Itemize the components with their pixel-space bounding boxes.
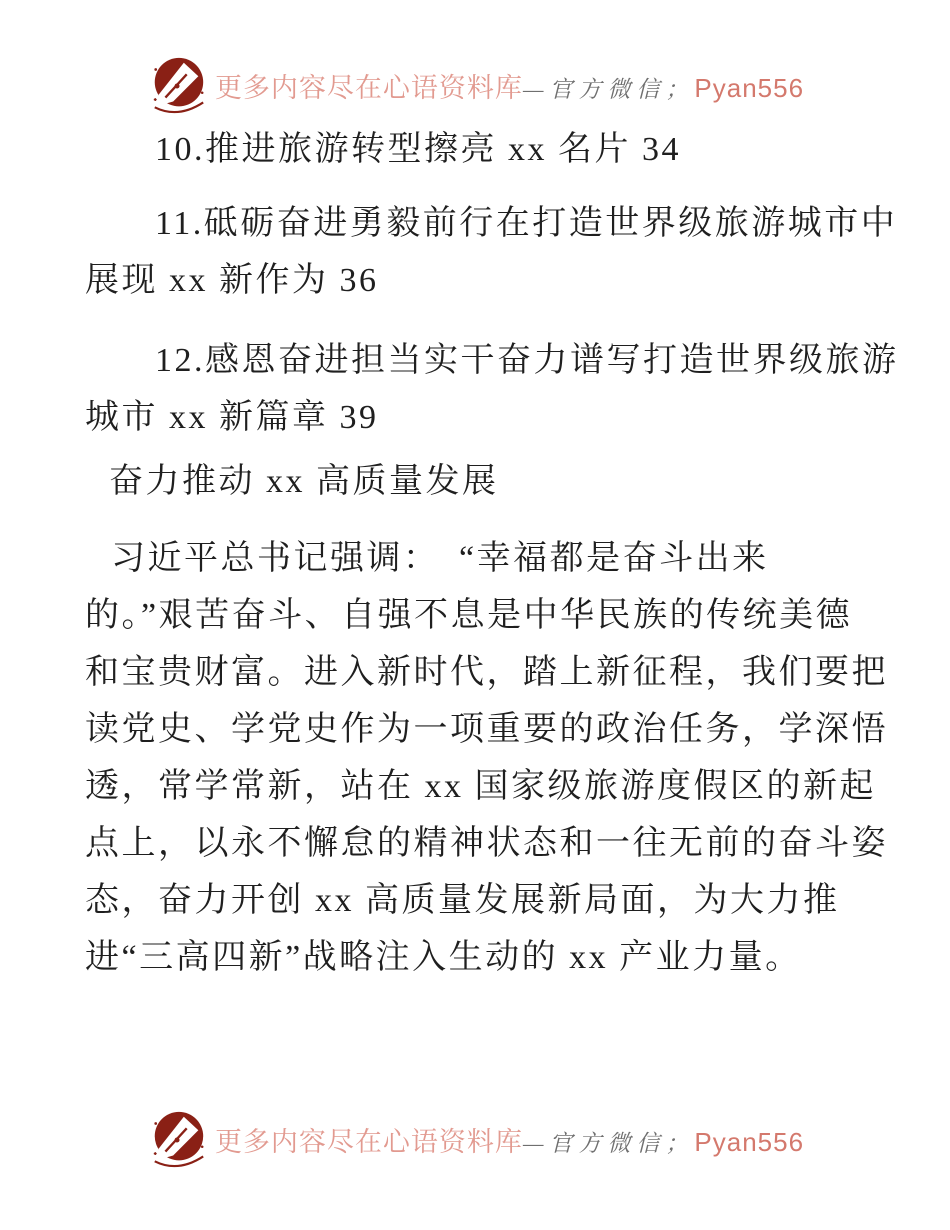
toc-item-10-line: 10.推进旅游转型擦亮 xx 名片 34 [155, 131, 681, 168]
watermark-wechat-label: 官方微信； [549, 1130, 695, 1156]
watermark-text [215, 66, 804, 105]
article-title-text: 奋力推动 xx 高质量发展 [109, 463, 499, 500]
toc-item-11 [85, 195, 900, 309]
watermark-wechat-label: 官方微信； [549, 76, 695, 102]
toc-item-12-line-1: 12.感恩奋进担当实干奋力谱写打造世界级旅游 [155, 342, 899, 379]
pen-nib-logo-icon [146, 1108, 210, 1170]
watermark-wechat-id: Pyan556 [694, 72, 805, 103]
header-watermark [0, 54, 950, 116]
paragraph-line: 的。”艰苦奋斗、自强不息是中华民族的传统美德 [85, 597, 853, 634]
article-paragraph [85, 530, 900, 986]
toc-item-10 [85, 121, 900, 178]
paragraph-line: 点上，以永不懈怠的精神状态和一往无前的奋斗姿 [85, 825, 888, 862]
paragraph-line: 态，奋力开创 xx 高质量发展新局面，为大力推 [85, 882, 840, 919]
paragraph-line: 和宝贵财富。进入新时代，踏上新征程，我们要把 [85, 654, 888, 691]
toc-item-11-line-1: 11.砥砺奋进勇毅前行在打造世界级旅游城市中 [155, 205, 898, 242]
footer-watermark [0, 1108, 950, 1170]
watermark-brand-text: 更多内容尽在心语资料库 [214, 72, 523, 103]
paragraph-line: 透，常学常新，站在 xx 国家级旅游度假区的新起 [85, 768, 876, 805]
pen-nib-logo-icon [146, 54, 210, 116]
paragraph-line: 进“三高四新”战略注入生动的 xx 产业力量。 [85, 939, 802, 976]
watermark-text [215, 1120, 804, 1159]
watermark-dash: — [522, 1130, 550, 1156]
toc-item-12-line-2: 城市 xx 新篇章 39 [85, 399, 379, 436]
paragraph-line: 读党史、学党史作为一项重要的政治任务，学深悟 [85, 711, 888, 748]
paragraph-line: 习近平总书记强调： “幸福都是奋斗出来 [111, 540, 769, 577]
article-title [85, 453, 900, 510]
toc-item-12 [85, 332, 900, 446]
watermark-brand-text: 更多内容尽在心语资料库 [214, 1126, 523, 1157]
watermark-wechat-id: Pyan556 [694, 1126, 805, 1157]
toc-item-11-line-2: 展现 xx 新作为 36 [85, 262, 379, 299]
watermark-dash: — [522, 76, 550, 102]
